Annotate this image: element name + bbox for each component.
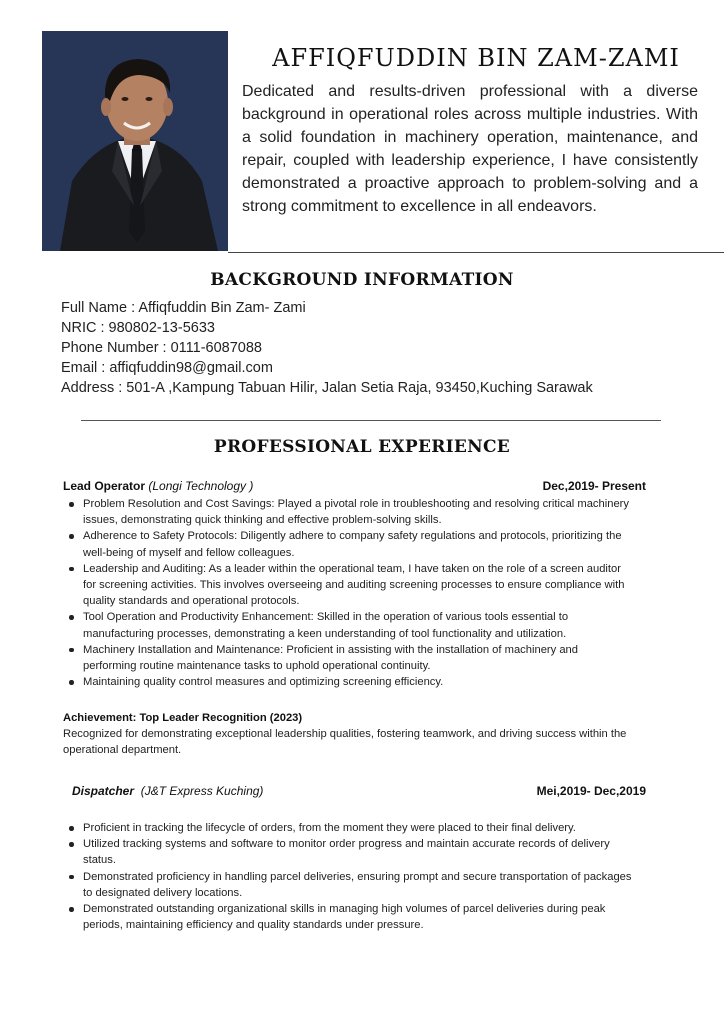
list-item: Tool Operation and Productivity Enhancement: Skilled in the operation of various tools essential to manufacturing processes, demonstrating a keen understanding of tool functionality and utilization. [63, 609, 633, 641]
list-item: Utilized tracking systems and software to monitor order progress and maintain accurate records of delivery status. [63, 836, 633, 868]
list-item: Problem Resolution and Cost Savings: Played a pivotal role in troubleshooting and resolving critical machinery issues, demonstrating quick thinking and effective problem-solving skills. [63, 496, 633, 528]
full-name-line: Full Name : Affiqfuddin Bin Zam- Zami [61, 300, 306, 316]
background-section-title: BACKGROUND INFORMATION [210, 270, 514, 290]
job-bullets-lead-operator [63, 496, 633, 690]
job-bullets-dispatcher [63, 820, 633, 933]
profile-photo [42, 31, 228, 251]
job-date: Dec,2019- Present [542, 479, 646, 493]
header-divider [228, 252, 724, 253]
list-item: Machinery Installation and Maintenance: Proficient in assisting with the installation of machinery and performing routine maintenance tasks to uphold operational continuity. [63, 642, 633, 674]
email-line: Email : affiqfuddin98@gmail.com [61, 360, 273, 376]
job-header-dispatcher [72, 784, 646, 798]
section-divider [81, 420, 661, 421]
background-info [61, 298, 593, 398]
phone-line: Phone Number : 0111-6087088 [61, 340, 262, 356]
profile-summary: Dedicated and results-driven professional with a diverse background in operational roles across multiple industries. With a solid foundation in machinery operation, maintenance, and repair, coupled with leadership experience, I have consistently demonstrated a proactive approach to problem-solving and a strong commitment to excellence in all endeavors. [242, 83, 698, 215]
job-role: Dispatcher [72, 784, 135, 798]
nric-line: NRIC : 980802-13-5633 [61, 320, 215, 336]
job-header-lead-operator [63, 479, 646, 493]
list-item: Demonstrated proficiency in handling parcel deliveries, ensuring prompt and secure transportation of packages to designated delivery locations. [63, 869, 633, 901]
achievement-block [63, 710, 653, 759]
address-line: Address : 501-A ,Kampung Tabuan Hilir, Jalan Setia Raja, 93450,Kuching Sarawak [61, 380, 593, 396]
experience-section-title: PROFESSIONAL EXPERIENCE [213, 437, 511, 457]
list-item: Leadership and Auditing: As a leader within the operational team, I have taken on the role of a screen auditor for screening activities. This involves overseeing and auditing screening processes to ensure compliance with quality standards and operational protocols. [63, 561, 633, 610]
achievement-title: Achievement: Top Leader Recognition (2023) [63, 712, 303, 724]
list-item: Demonstrated outstanding organizational skills in managing high volumes of parcel deliveries during peak periods, maintaining efficiency and quality standards under pressure. [63, 901, 633, 933]
job-date: Mei,2019- Dec,2019 [536, 784, 646, 798]
job-company: (J&T Express Kuching) [140, 784, 264, 798]
job-company: (Longi Technology ) [148, 479, 254, 493]
list-item: Adherence to Safety Protocols: Diligently adhere to company safety regulations and protocols, prioritizing the well-being of myself and fellow colleagues. [63, 528, 633, 560]
list-item: Proficient in tracking the lifecycle of orders, from the moment they were placed to their final delivery. [63, 820, 633, 836]
candidate-name: AFFIQFUDDIN BIN ZAM-ZAMI [272, 44, 680, 72]
list-item: Maintaining quality control measures and optimizing screening efficiency. [63, 674, 633, 690]
job-role: Lead Operator [63, 479, 146, 493]
achievement-text: Recognized for demonstrating exceptional leadership qualities, fostering teamwork, and driving success within the operational department. [63, 728, 627, 757]
